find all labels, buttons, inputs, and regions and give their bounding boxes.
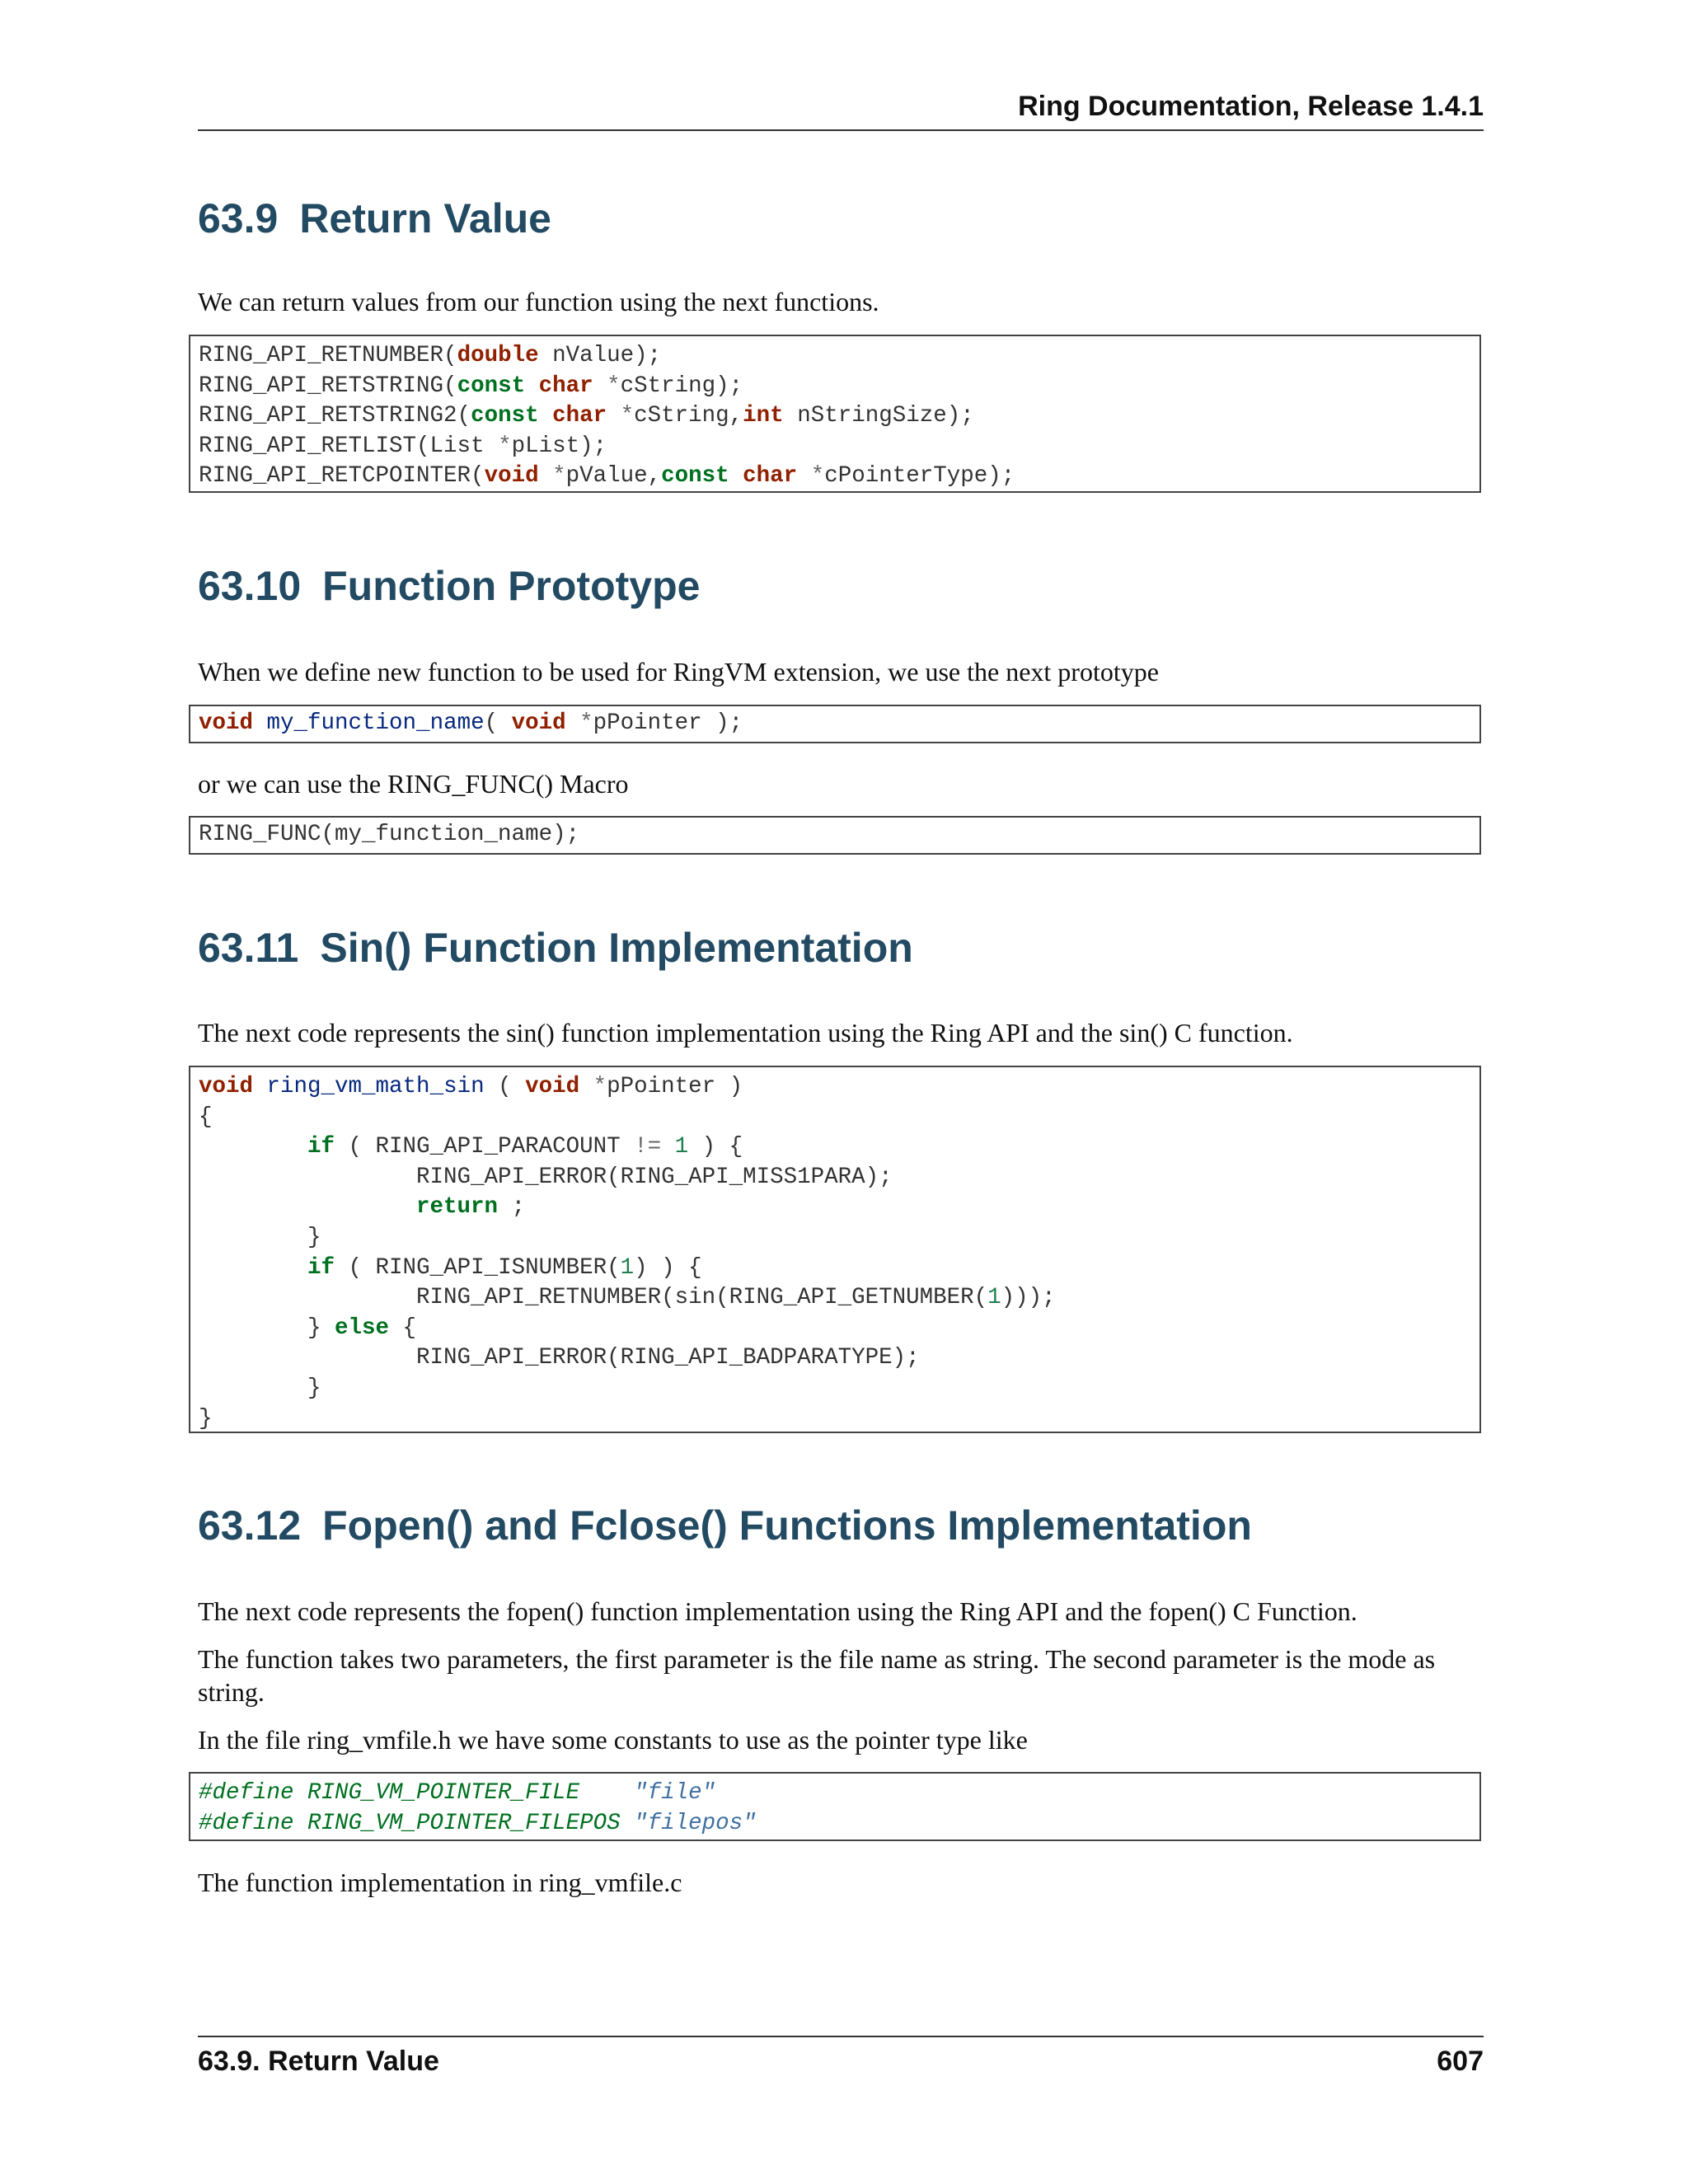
code-line [199, 432, 1471, 462]
code-token: * [579, 710, 593, 736]
code-token: #define RING_VM_POINTER_FILEPOS [199, 1810, 635, 1836]
code-token [539, 463, 553, 489]
paragraph: When we define new function to be used for RingVM extension, we use the next prototype [198, 657, 1159, 687]
code-token: 1 [620, 1254, 635, 1281]
code-token: ( RING_API_ISNUMBER( [335, 1254, 621, 1281]
code-line [199, 1193, 1471, 1223]
code-token: ( RING_API_PARACOUNT [335, 1134, 635, 1160]
code-token [253, 1074, 267, 1099]
code-token: 1 [987, 1285, 1001, 1311]
code-token: cString, [634, 403, 743, 429]
code-token: 1 [674, 1134, 689, 1160]
code-token: void [199, 710, 254, 736]
code-token: int [743, 403, 784, 429]
paragraph: The next code represents the fopen() function implementation using the Ring API and the fopen() C Function. [198, 1596, 1357, 1626]
code-token: const [457, 373, 526, 399]
code-token: ))); [1001, 1285, 1056, 1311]
code-token: RING_API_RETLIST(List [199, 433, 499, 459]
code-line [199, 341, 1471, 372]
code-token: char [552, 403, 607, 429]
document-title: Ring Documentation, Release 1.4.1 [1018, 91, 1484, 122]
code-token: RING_API_RETSTRING( [199, 373, 457, 399]
code-token: else [335, 1315, 390, 1341]
code-token: RING_API_RETSTRING2( [199, 403, 471, 429]
code-token: * [552, 463, 566, 490]
code-line [199, 1779, 1471, 1809]
code-line [199, 462, 1471, 492]
code-line [199, 1103, 1471, 1133]
paragraph: The next code represents the sin() function implementation using the Ring API and the sin() C function. [198, 1018, 1293, 1047]
paragraph: We can return values from our function using the next functions. [198, 287, 879, 316]
code-token: RING_API_ERROR(RING_API_MISS1PARA); [199, 1164, 893, 1190]
code-token: const [471, 403, 539, 429]
code-line [199, 372, 1471, 402]
page-number: 607 [1437, 2046, 1484, 2077]
code-token [199, 1134, 307, 1160]
code-line [199, 820, 1471, 851]
code-line [199, 709, 1471, 739]
code-token: RING_API_RETCPOINTER( [199, 463, 485, 490]
paragraph: or we can use the RING_FUNC() Macro [198, 769, 629, 799]
code-line [199, 1343, 1471, 1374]
section-heading-sin-implementation: 63.11 Sin() Function Implementation [198, 925, 913, 971]
code-token: * [593, 1074, 607, 1099]
code-block-return-value [189, 335, 1481, 493]
code-block-defines [189, 1772, 1481, 1841]
code-token: } [199, 1375, 321, 1401]
code-token: pPointer ); [593, 710, 743, 736]
code-block-prototype [189, 705, 1481, 743]
paragraph: The function implementation in ring_vmfile.c [198, 1868, 682, 1897]
code-token: return [416, 1194, 499, 1221]
section-heading-fopen-fclose: 63.12 Fopen() and Fclose() Functions Implementation [198, 1502, 1252, 1549]
code-block-macro [189, 816, 1481, 855]
code-token [797, 463, 811, 489]
code-token [199, 1255, 307, 1281]
code-line [199, 1163, 1471, 1193]
code-line [199, 1404, 1471, 1433]
section-heading-return-value: 63.9 Return Value [198, 195, 551, 241]
code-token [199, 1194, 416, 1220]
code-token [607, 403, 621, 429]
paragraph: The function takes two parameters, the first parameter is the file name as string. The second parameter is the mode as string. [198, 1644, 1436, 1707]
paragraph: In the file ring_vmfile.h we have some constants to use as the pointer type like [198, 1725, 1028, 1755]
code-token: void [525, 1074, 580, 1099]
section-heading-function-prototype: 63.10 Function Prototype [198, 563, 701, 609]
code-line [199, 401, 1471, 432]
code-token: * [810, 463, 825, 490]
page-footer [198, 2036, 1484, 2078]
code-token: * [498, 433, 512, 459]
code-line [199, 1132, 1471, 1163]
code-token [579, 1074, 593, 1099]
code-token: cPointerType); [824, 463, 1015, 490]
code-token: ) ) { [634, 1254, 702, 1281]
code-token: ( [484, 710, 512, 736]
code-line [199, 1809, 1471, 1840]
code-token: nValue); [538, 343, 662, 368]
code-token: void [484, 463, 539, 490]
code-token: const [661, 463, 729, 490]
page-header [198, 91, 1484, 131]
code-token: RING_API_RETNUMBER(sin(RING_API_GETNUMBER( [199, 1285, 988, 1311]
code-token: char [743, 463, 798, 490]
code-token [729, 463, 743, 489]
code-token: } [199, 1315, 335, 1341]
code-token: * [620, 403, 635, 429]
code-token: ; [498, 1194, 526, 1221]
code-token: { [199, 1104, 213, 1130]
code-token: double [457, 343, 539, 368]
code-token: pValue, [565, 463, 662, 490]
code-token: void [199, 1074, 254, 1099]
code-token: ( [484, 1074, 526, 1099]
code-token: if [307, 1134, 335, 1160]
code-token [566, 710, 580, 736]
code-token: void [511, 710, 566, 736]
code-token: char [538, 373, 593, 399]
code-token: if [307, 1254, 335, 1281]
code-token [661, 1134, 675, 1160]
code-token: "file" [634, 1780, 716, 1806]
code-token: ) { [688, 1134, 743, 1160]
code-token: "filepos" [634, 1810, 757, 1836]
code-token [253, 710, 267, 736]
code-token [539, 403, 553, 429]
code-token [525, 373, 539, 399]
code-line [199, 1374, 1471, 1404]
code-token: #define RING_VM_POINTER_FILE [199, 1780, 635, 1806]
code-token: RING_API_RETNUMBER( [199, 343, 457, 368]
code-line [199, 1223, 1471, 1254]
code-token: RING_FUNC(my_function_name); [199, 822, 580, 847]
code-token: pPointer ) [607, 1074, 743, 1099]
code-line [199, 1314, 1471, 1344]
code-token: * [607, 373, 621, 399]
footer-section-title: 63.9. Return Value [198, 2046, 439, 2077]
code-token: my_function_name [266, 710, 485, 736]
code-token: cString); [620, 373, 743, 399]
code-token: pList); [511, 433, 607, 459]
code-line [199, 1072, 1471, 1103]
code-line [199, 1254, 1471, 1284]
code-token: { [389, 1315, 417, 1341]
code-token: } [199, 1224, 321, 1250]
code-line [199, 1283, 1471, 1314]
code-token: nStringSize); [783, 403, 974, 429]
code-block-sin-implementation [189, 1066, 1481, 1433]
code-token: } [199, 1405, 213, 1432]
code-token: != [634, 1134, 662, 1160]
code-token: ring_vm_math_sin [266, 1074, 485, 1099]
code-token: RING_API_ERROR(RING_API_BADPARATYPE); [199, 1345, 920, 1371]
code-token [593, 373, 607, 399]
